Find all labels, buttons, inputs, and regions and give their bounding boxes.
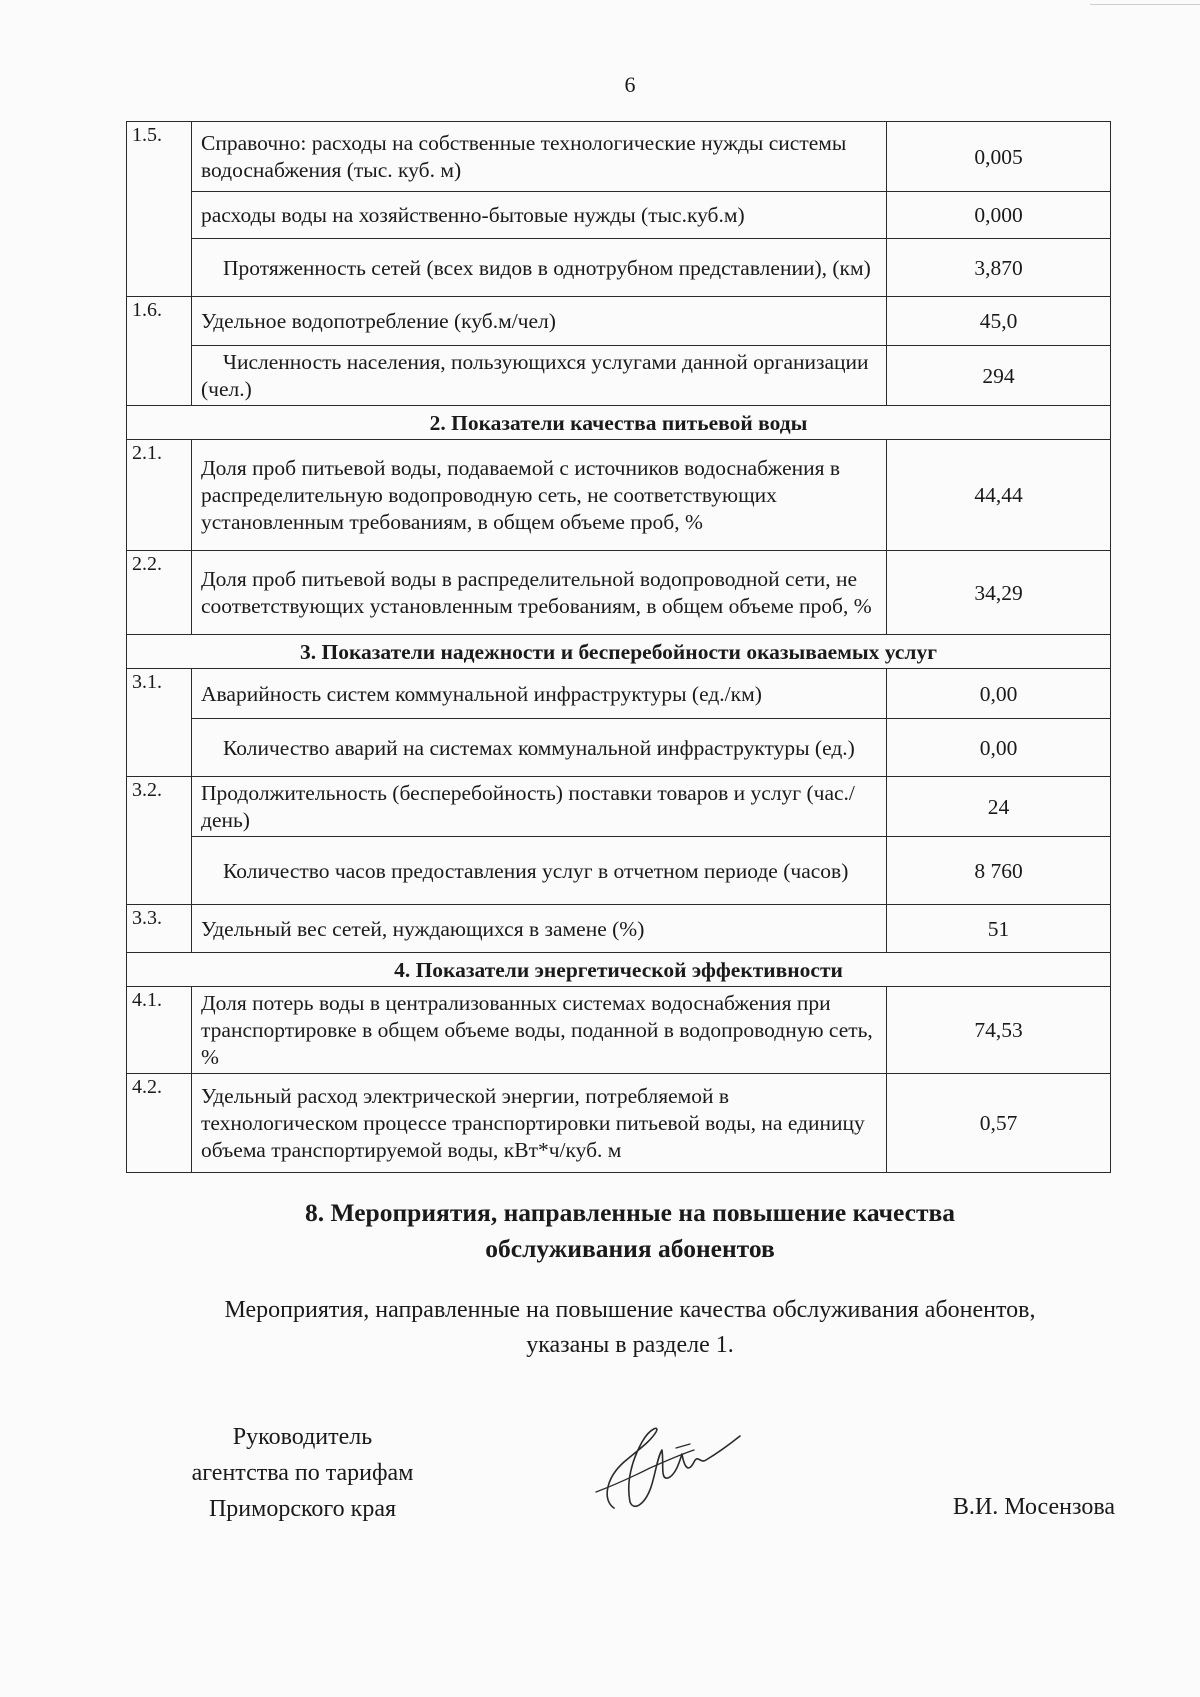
indicator-value: 294	[887, 346, 1111, 406]
indicator-value: 51	[887, 905, 1111, 953]
section-8-text-line2: указаны в разделе 1.	[526, 1332, 734, 1358]
indicator-description: Протяженность сетей (всех видов в однотрубном представлении), (км)	[192, 239, 887, 297]
section-8-heading-line2: обслуживания абонентов	[485, 1234, 775, 1263]
indicator-description: Количество аварий на системах коммунальной инфраструктуры (ед.)	[192, 719, 887, 777]
indicator-value: 0,57	[887, 1074, 1111, 1173]
table-row	[127, 239, 1111, 297]
indicators-table-body	[127, 122, 1111, 1173]
table-row	[127, 987, 1111, 1074]
section-header-row	[127, 635, 1111, 669]
handwritten-signature	[590, 1420, 755, 1515]
signer-title-line1: Руководитель	[232, 1424, 373, 1450]
row-number: 1.6.	[127, 297, 192, 406]
table-row	[127, 905, 1111, 953]
indicators-table-wrapper	[126, 121, 1110, 1173]
indicator-description: Справочно: расходы на собственные технологические нужды системы водоснабжения (тыс. куб. м)	[192, 122, 887, 192]
page-number: 6	[624, 72, 636, 97]
indicator-description: Численность населения, пользующихся услугами данной организации (чел.)	[192, 346, 887, 406]
section-header-row	[127, 953, 1111, 987]
row-number: 1.5.	[127, 122, 192, 297]
indicator-value: 74,53	[887, 987, 1111, 1074]
indicator-value: 44,44	[887, 440, 1111, 551]
indicator-value: 0,000	[887, 192, 1111, 239]
table-row	[127, 192, 1111, 239]
section-8-text-line1: Мероприятия, направленные на повышение качества обслуживания абонентов,	[224, 1297, 1036, 1323]
table-row	[127, 346, 1111, 406]
table-row	[127, 837, 1111, 905]
section-header-row	[127, 406, 1111, 440]
section-8-text	[140, 1293, 1120, 1363]
table-row	[127, 297, 1111, 346]
section-8-heading	[160, 1195, 1100, 1267]
row-number: 3.1.	[127, 669, 192, 777]
table-row	[127, 669, 1111, 719]
row-number: 3.3.	[127, 905, 192, 953]
scan-edge-line	[1090, 0, 1200, 5]
indicator-value: 0,00	[887, 719, 1111, 777]
indicator-value: 0,005	[887, 122, 1111, 192]
indicator-description: Удельное водопотребление (куб.м/чел)	[192, 297, 887, 346]
section-8-heading-line1: 8. Мероприятия, направленные на повышение качества	[304, 1198, 956, 1227]
row-number: 2.2.	[127, 551, 192, 635]
indicator-value: 8 760	[887, 837, 1111, 905]
indicator-value: 3,870	[887, 239, 1111, 297]
indicator-description: расходы воды на хозяйственно-бытовые нужды (тыс.куб.м)	[192, 192, 887, 239]
signer-title-line3: Приморского края	[208, 1496, 397, 1522]
row-number: 4.2.	[127, 1074, 192, 1173]
table-row	[127, 122, 1111, 192]
indicator-value: 45,0	[887, 297, 1111, 346]
indicator-value: 0,00	[887, 669, 1111, 719]
indicator-description: Количество часов предоставления услуг в отчетном периоде (часов)	[192, 837, 887, 905]
section-title: 2. Показатели качества питьевой воды	[127, 406, 1111, 440]
row-number: 2.1.	[127, 440, 192, 551]
table-row	[127, 551, 1111, 635]
signer-name: В.И. Мосензова	[952, 1494, 1115, 1520]
signer-title-block	[160, 1419, 445, 1527]
table-row	[127, 719, 1111, 777]
indicator-description: Аварийность систем коммунальной инфраструктуры (ед./км)	[192, 669, 887, 719]
section-title: 4. Показатели энергетической эффективности	[127, 953, 1111, 987]
row-number: 3.2.	[127, 777, 192, 905]
indicator-value: 24	[887, 777, 1111, 837]
indicator-description: Доля потерь воды в централизованных системах водоснабжения при транспортировке в общем объеме воды, поданной в водопроводную сеть, %	[192, 987, 887, 1074]
section-title: 3. Показатели надежности и бесперебойности оказываемых услуг	[127, 635, 1111, 669]
indicator-description: Удельный вес сетей, нуждающихся в замене (%)	[192, 905, 887, 953]
indicator-value: 34,29	[887, 551, 1111, 635]
row-number: 4.1.	[127, 987, 192, 1074]
table-row	[127, 777, 1111, 837]
indicators-table	[126, 121, 1111, 1173]
indicator-description: Продолжительность (бесперебойность) поставки товаров и услуг (час./день)	[192, 777, 887, 837]
indicator-description: Удельный расход электрической энергии, потребляемой в технологическом процессе транспортировки питьевой воды, на единицу объема транспортируемой воды, кВт*ч/куб. м	[192, 1074, 887, 1173]
signer-title-line2: агентства по тарифам	[191, 1460, 414, 1486]
indicator-description: Доля проб питьевой воды, подаваемой с источников водоснабжения в распределительную водопроводную сеть, не соответствующих установленным требованиям, в общем объеме проб, %	[192, 440, 887, 551]
table-row	[127, 440, 1111, 551]
indicator-description: Доля проб питьевой воды в распределительной водопроводной сети, не соответствующих установленным требованиям, в общем объеме проб, %	[192, 551, 887, 635]
table-row	[127, 1074, 1111, 1173]
